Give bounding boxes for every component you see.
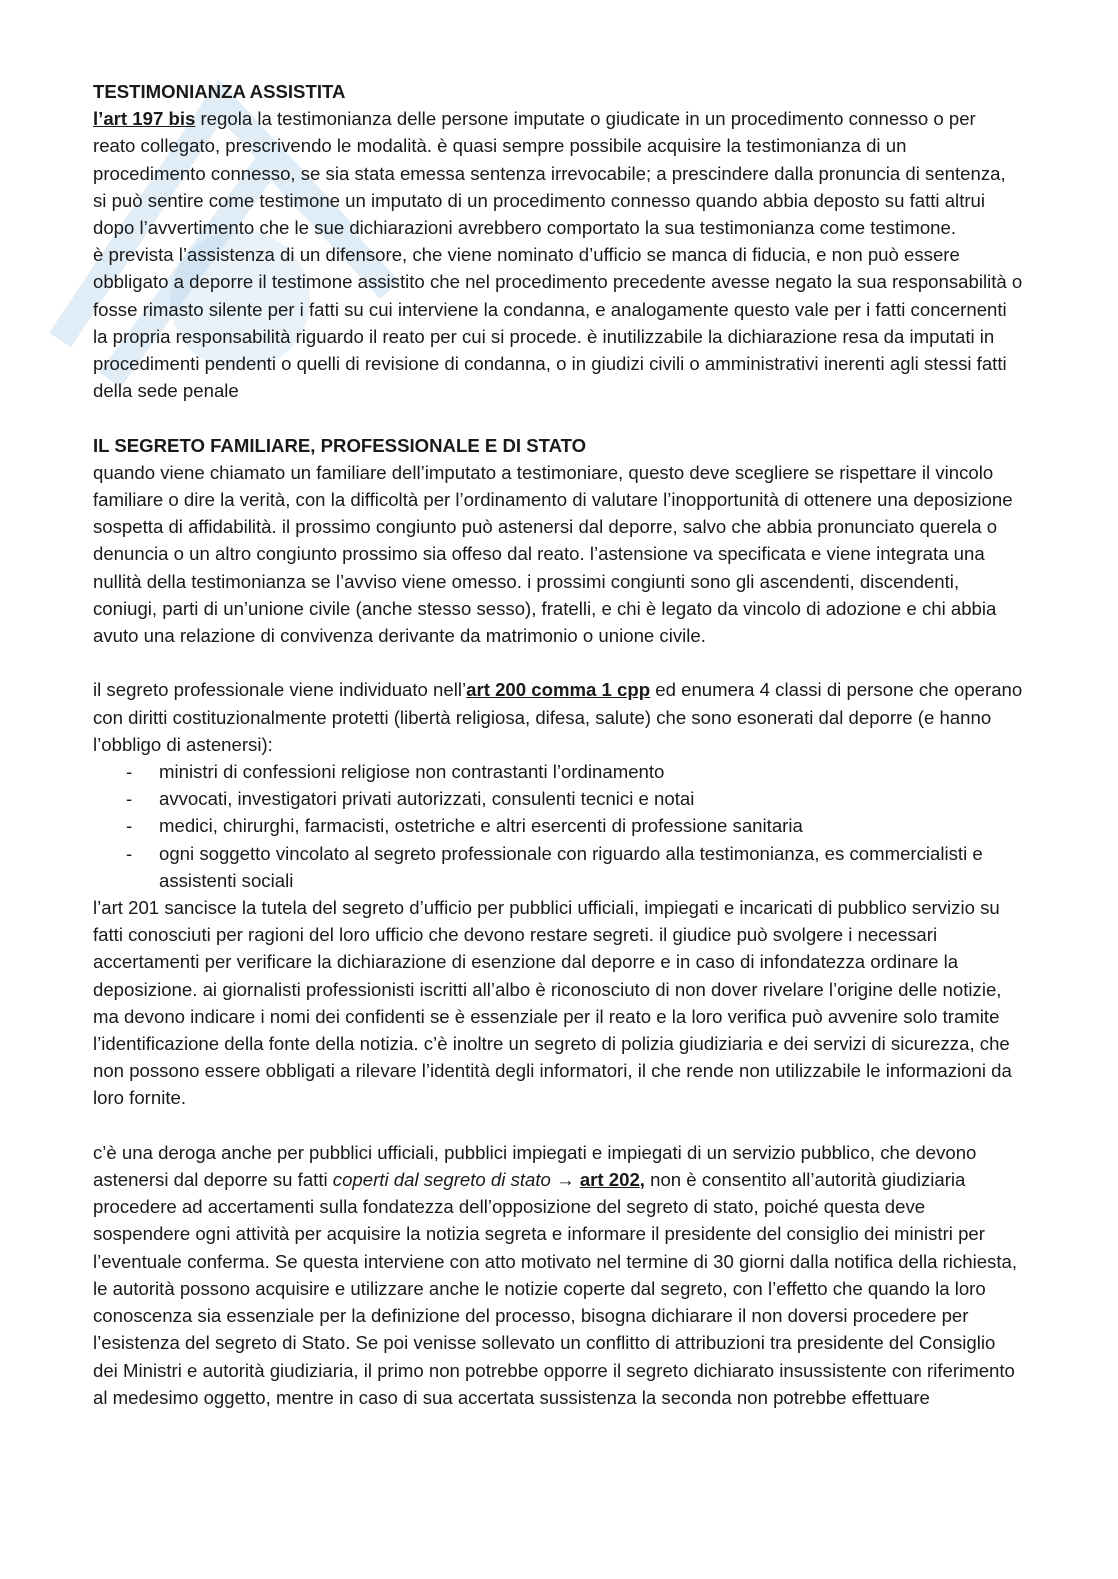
paragraph: quando viene chiamato un familiare dell’imputato a testimoniare, questo deve scegliere se rispettare il vincolo familiare o dire la verità, con la difficoltà per l’ordinamento di valutare l’inopportunità di ottenere una deposizione sospetta di affidabilità. il prossimo congiunto può astenersi dal deporre, salvo che abbia pronunciato querela o denuncia o un altro congiunto prossimo sia offeso dal reato. l’astensione va specificata e viene integrata una nullità della testimonianza se l’avviso viene omesso. i prossimi congiunti sono gli ascendenti, discendenti, coniugi, parti di un’unione civile (anche stesso sesso), fratelli, e chi è legato da vincolo di adozione e chi abbia avuto una relazione di convivenza derivante da matrimonio o unione civile. <box>93 461 1013 647</box>
paragraph: il segreto professionale viene individuato nell’art 200 comma 1 cpp ed enumera 4 classi di persone che operano con diritti costituzionalmente protetti (libertà religiosa, difesa, salute) che sono esonerati dal deporre (e hanno l’obbligo di astenersi): <box>93 679 1023 755</box>
list-item: - ministri di confessioni religiose non contrastanti l’ordinamento <box>126 761 665 783</box>
paragraph: c’è una deroga anche per pubblici ufficiali, pubblici impiegati e impiegati di un servizio pubblico, che devono astenersi dal deporre su fatti coperti dal segreto di stato → art 202, non è consentito all’autorità giudiziaria procedere ad accertamenti sulla fondatezza dell’opposizione del segreto di stato, poiché questa deve sospendere ogni attività per acquisire la notizia segreta e informare il presidente del consiglio dei ministri per l’eventuale conferma. Se questa interviene con atto motivato nel termine di 30 giorni dalla notifica della richiesta, le autorità possono acquisire e utilizzare anche le notizie coperte dal segreto, con l’effetto che quando la loro conoscenza sia essenziale per la definizione del processo, bisogna dichiarare il non doversi procedere per l’esistenza del segreto di Stato. Se poi venisse sollevato un conflitto di attribuzioni tra presidente del Consiglio dei Ministri e autorità giudiziaria, il primo non potrebbe opporre il segreto dichiarato insussistente con riferimento al medesimo oggetto, mentre in caso di sua accertata sussistenza la seconda non potrebbe effettuare <box>93 1141 1018 1408</box>
paragraph: è prevista l’assistenza di un difensore, che viene nominato d’ufficio se manca di fiducia, e non può essere obbligato a deporre il testimone assistito che nel procedimento precedente avesse negato la sua responsabilità o fosse rimasto silente per i fatti su cui interviene la condanna, e analogamente questo vale per i fatti concernenti la propria responsabilità riguardo il reato per cui si procede. è inutilizzabile la dichiarazione resa da imputati in procedimenti pendenti o quelli di revisione di condanna, o in giudizi civili o amministrativi inerenti agli stessi fatti della sede penale <box>93 244 1023 402</box>
professional-secret-list <box>93 758 1023 894</box>
section-heading-testimonianza: TESTIMONIANZA ASSISTITA <box>93 81 346 102</box>
section-heading-segreto: IL SEGRETO FAMILIARE, PROFESSIONALE E DI STATO <box>93 434 587 456</box>
law-reference-art200: art 200 comma 1 cpp <box>466 679 651 701</box>
law-reference-art202: art 202, <box>579 1169 645 1191</box>
paragraph: l’art 201 sancisce la tutela del segreto d’ufficio per pubblici ufficiali, impiegati e incaricati di pubblico servizio su fatti conosciuti per ragioni del loro ufficio che devono restare segreti. il giudice può svolgere i necessari accertamenti per verificare la dichiarazione di esenzione dal deporre e in caso di infondatezza ordinare la deposizione. ai giornalisti professionisti iscritti all’albo è riconosciuto di non dover rivelare l’origine delle notizie, ma devono indicare i nomi dei confidenti se è essenziale per il reato e la loro verifica può avvenire solo tramite l’identificazione della fonte della notizia. c’è inoltre un segreto di polizia giudiziaria e dei servizi di sicurezza, che non possono essere obbligati a rilevare l’identità degli informatori, il che rende non utilizzabile le informazioni da loro fornite. <box>93 897 1012 1109</box>
document-body <box>93 78 1023 1411</box>
list-item: - medici, chirurghi, farmacisti, ostetriche e altri esercenti di professione sanitaria <box>126 815 803 837</box>
paragraph: l’art 197 bis regola la testimonianza delle persone imputate o giudicate in un procedimento connesso o per reato collegato, prescrivendo le modalità. è quasi sempre possibile acquisire la testimonianza di un procedimento connesso, se sia stata emessa sentenza irrevocabile; a prescindere dalla pronuncia di sentenza, si può sentire come testimone un imputato di un procedimento connesso quando abbia deposto su fatti altrui dopo l’avvertimento che le sue dichiarazioni avrebbero comportato la sua testimonianza come testimone. <box>93 108 1006 239</box>
law-reference-197bis: l’art 197 bis <box>93 108 196 130</box>
list-item: - ogni soggetto vincolato al segreto professionale con riguardo alla testimonianza, es commercialisti e assistenti sociali <box>126 842 983 891</box>
list-item: - avvocati, investigatori privati autorizzati, consulenti tecnici e notai <box>126 788 695 810</box>
